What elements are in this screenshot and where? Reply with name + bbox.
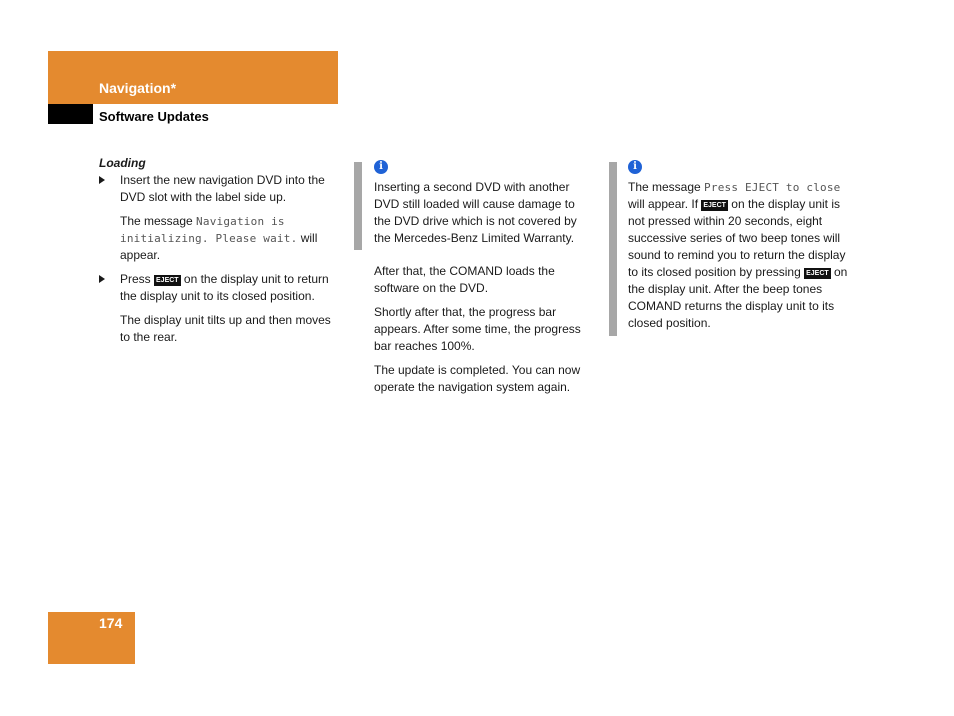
step-press-suffix: on the display unit to return the display unit to its closed position.: [120, 272, 329, 303]
page-number: 174: [99, 615, 123, 631]
message-suffix: will appear.: [120, 231, 318, 262]
eject-button-icon: EJECT: [156, 277, 179, 284]
info-icon: i: [374, 160, 388, 174]
section-title: Navigation*: [99, 80, 177, 96]
bullet-arrow-icon: [99, 275, 105, 283]
right-column: [628, 160, 848, 332]
header-bar: [48, 51, 338, 104]
info-bar: [354, 162, 362, 250]
eject-reminder-text: [628, 179, 848, 332]
left-column: [99, 155, 339, 346]
step-press-prefix: Press: [120, 272, 155, 286]
update-complete-text: The update is completed. You can now operate the navigation system again.: [374, 363, 581, 394]
section-marker: [48, 104, 93, 124]
reminder-part-1: The message: [628, 180, 705, 194]
step-press-eject: [99, 271, 339, 305]
step-insert-dvd: [99, 172, 339, 206]
page-subtitle: Software Updates: [99, 109, 209, 124]
eject-button-icon: EJECT: [806, 270, 829, 277]
step-insert-text: Insert the new navigation DVD into the DVD slot with the label side up.: [120, 173, 325, 204]
message-code: Press EJECT to close: [704, 181, 841, 194]
message-code: Navigation is initializing. Please wait.: [120, 215, 298, 245]
progress-bar-text: Shortly after that, the progress bar appears. After some time, the progress bar reaches 100%.: [374, 305, 581, 353]
reminder-part-3: on the display unit is not pressed within 20 seconds, eight successive series of two beep tones will sound to remind you to return the display to its closed position by pressing: [628, 197, 846, 279]
loading-heading: Loading: [99, 156, 146, 170]
info-icon: i: [628, 160, 642, 174]
tilt-note: The display unit tilts up and then moves to the rear.: [120, 313, 331, 344]
info-bar: [609, 162, 617, 336]
reminder-part-2: will appear. If: [628, 197, 702, 211]
comand-loads-text: After that, the COMAND loads the software on the DVD.: [374, 264, 555, 295]
middle-column: [374, 160, 594, 396]
message-prefix: The message: [120, 214, 197, 228]
message-note: [99, 213, 339, 264]
bullet-arrow-icon: [99, 176, 105, 184]
warranty-warning: Inserting a second DVD with another DVD still loaded will cause damage to the DVD drive which is not covered by the Mercedes-Benz Limited Warranty.: [374, 180, 577, 245]
reminder-part-4: on the display unit. After the beep tones COMAND returns the display unit to its closed position.: [628, 265, 848, 330]
eject-button-icon: EJECT: [703, 202, 726, 209]
